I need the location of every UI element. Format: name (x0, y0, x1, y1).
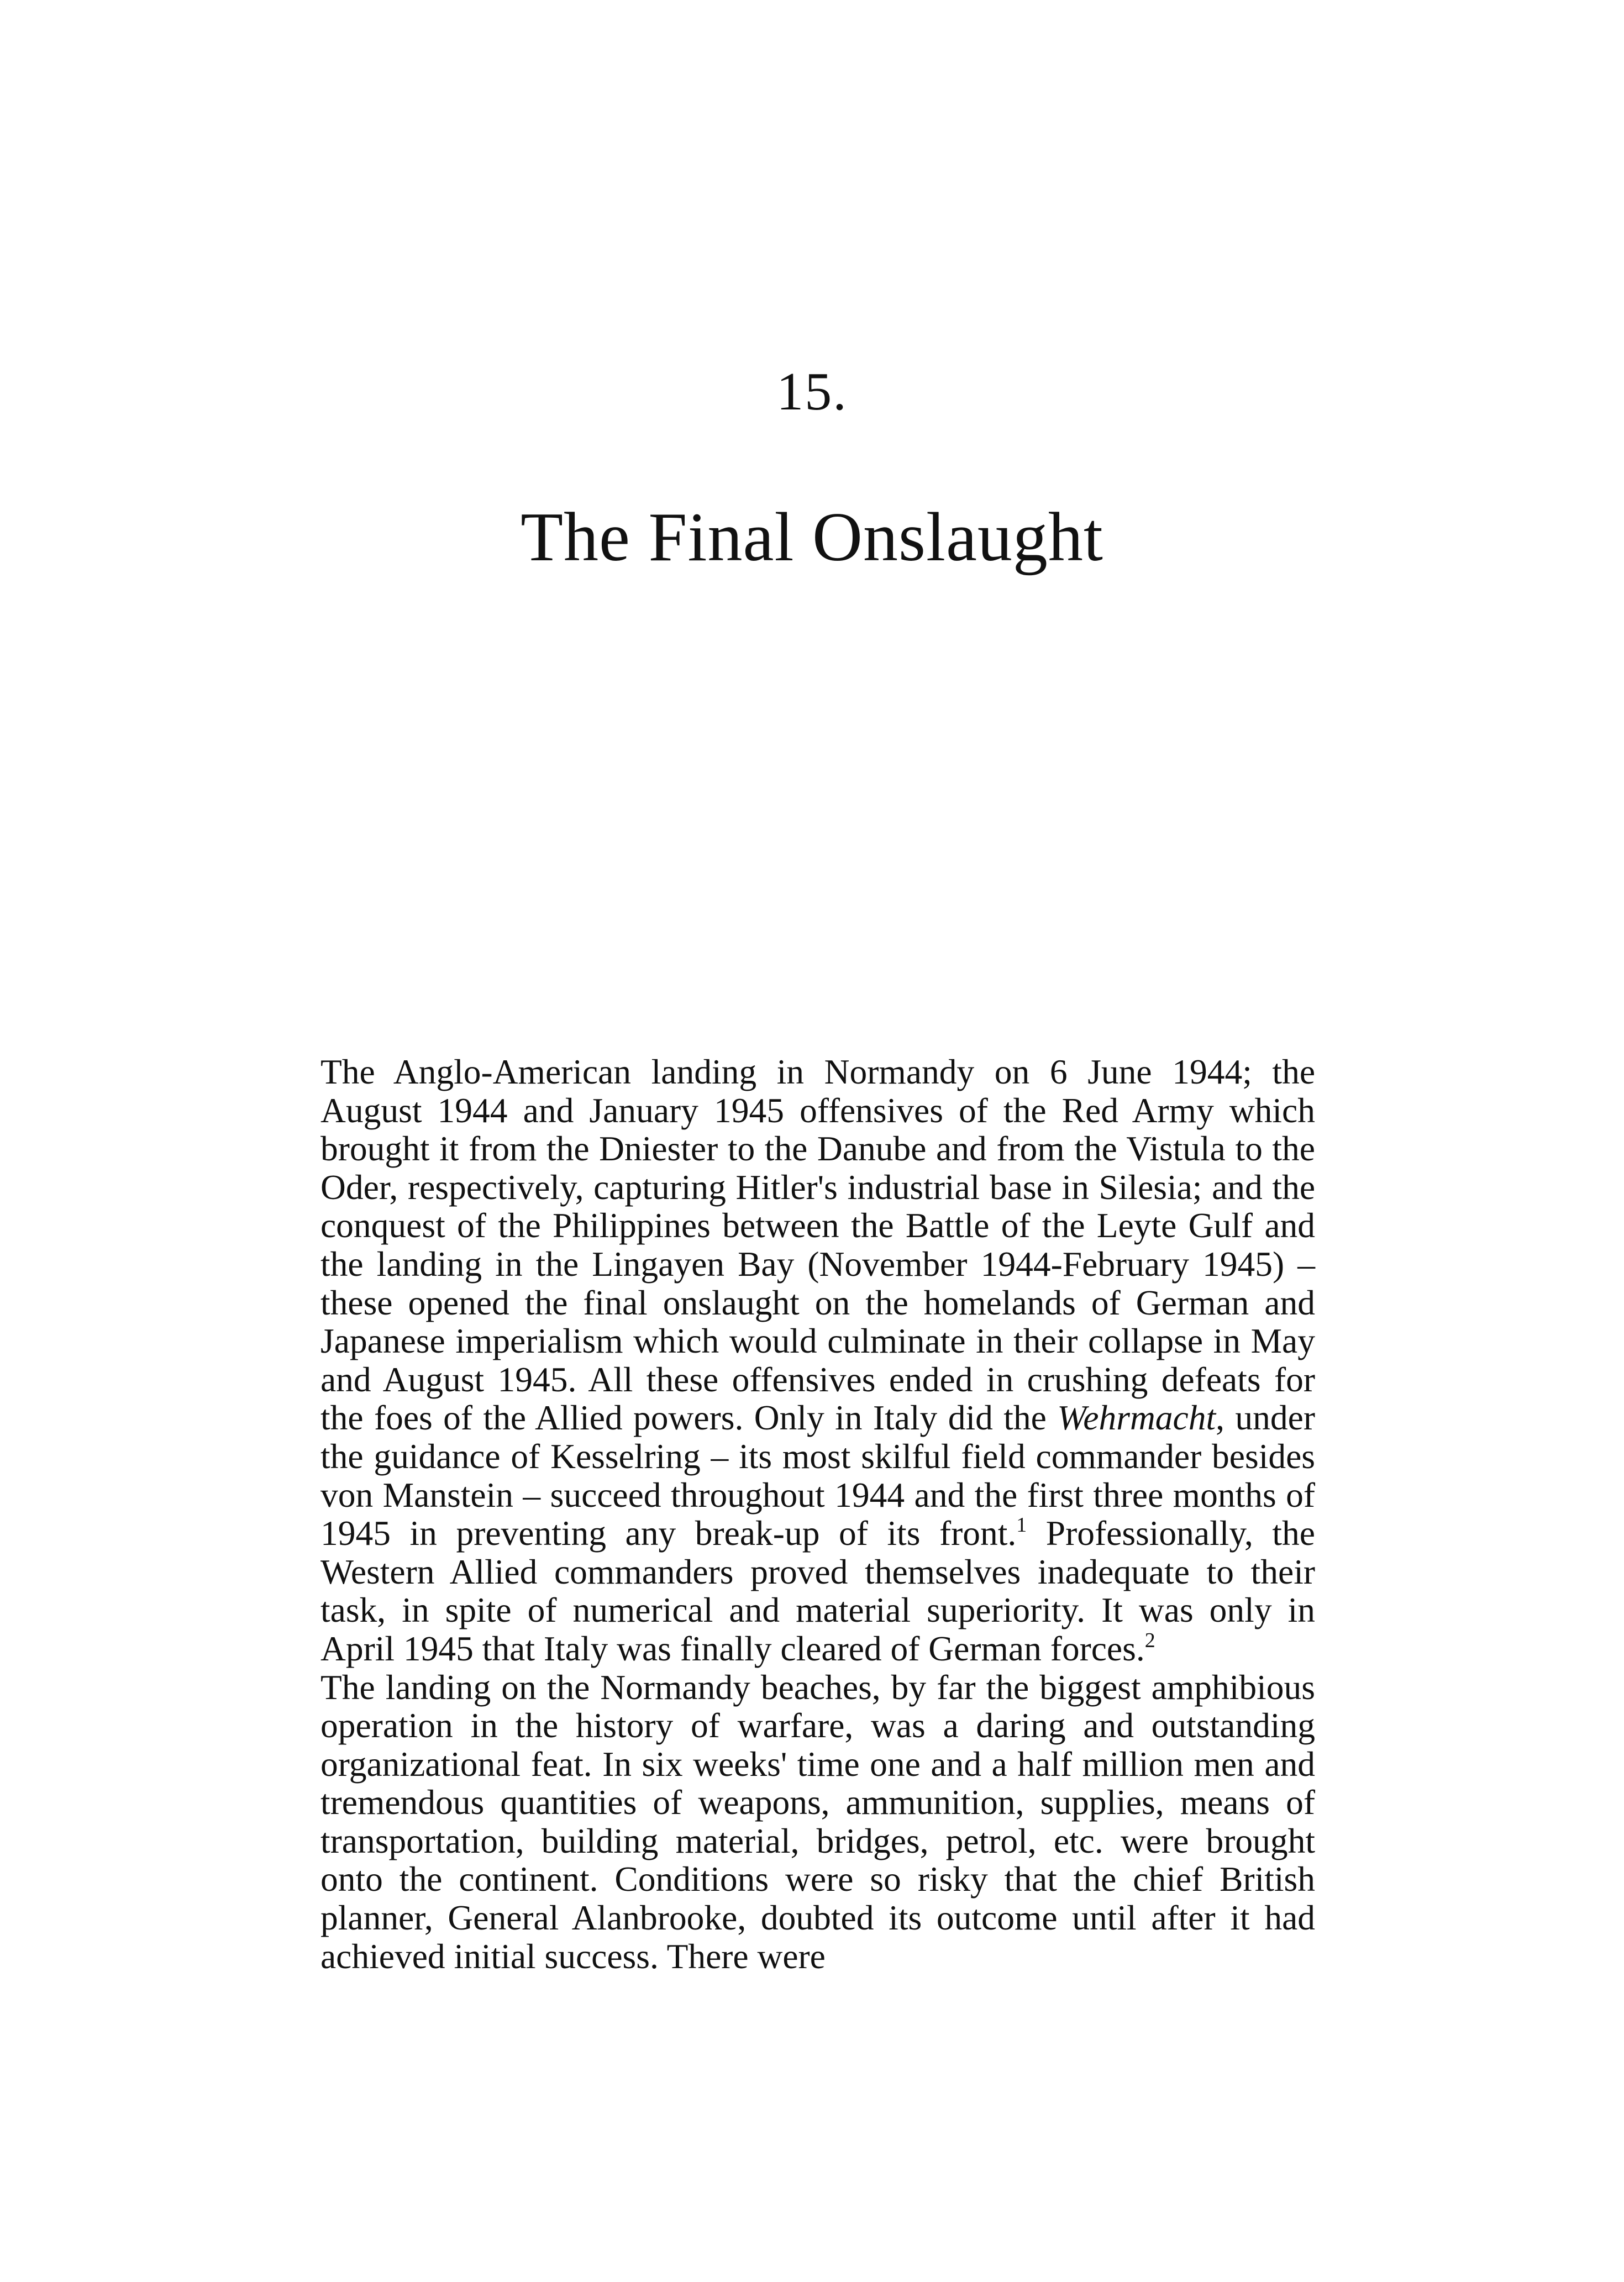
text-segment: The landing on the Normandy beaches, by far the biggest amphibious operation in the history of warfare, was a daring and outstanding organizational feat. In six weeks' time one and a half million men and tremendous quantities of weapons, ammunition, supplies, means of transportation, building material, bridges, petrol, etc. were brought onto the continent. Conditions were so risky that the chief British planner, General Alanbrooke, doubted its outcome until after it had achieved initial success. There were (320, 1667, 1315, 1976)
text-segment: , under the guidance of Kesselring – its most skilful field commander besides von Manstein – succeed throughout 1944 and the first three months of 1945 in preventing any break-up of its front. (320, 1398, 1315, 1553)
chapter-number: 15. (776, 362, 848, 422)
footnote-ref[interactable]: 2 (1144, 1628, 1155, 1652)
chapter-title: The Final Onslaught (521, 499, 1103, 576)
italic-term: Wehrmacht (1057, 1398, 1216, 1438)
body-text (320, 1053, 1315, 1975)
footnote-ref[interactable]: 1 (1016, 1513, 1027, 1537)
text-segment: Professionally, the Western Allied commanders proved themselves inadequate to their task, in spite of numerical and material superiority. It was only in April 1945 that Italy was finally cleared of German forces. (320, 1513, 1315, 1668)
paragraph-1 (320, 1053, 1315, 1668)
paragraph-2 (320, 1668, 1315, 1976)
text-segment: The Anglo-American landing in Normandy on 6 June 1944; the August 1944 and January 1945 offensives of the Red Army which brought it from the Dniester to the Danube and from the Vistula to the Oder, respectively, capturing Hitler's industrial base in Silesia; and the conquest of the Philippines between the Battle of the Leyte Gulf and the landing in the Lingayen Bay (November 1944-February 1945) – these opened the final onslaught on the homelands of German and Japanese imperialism which would culminate in their collapse in May and August 1945. All these offensives ended in crushing defeats for the foes of the Allied powers. Only in Italy did the (320, 1052, 1315, 1438)
